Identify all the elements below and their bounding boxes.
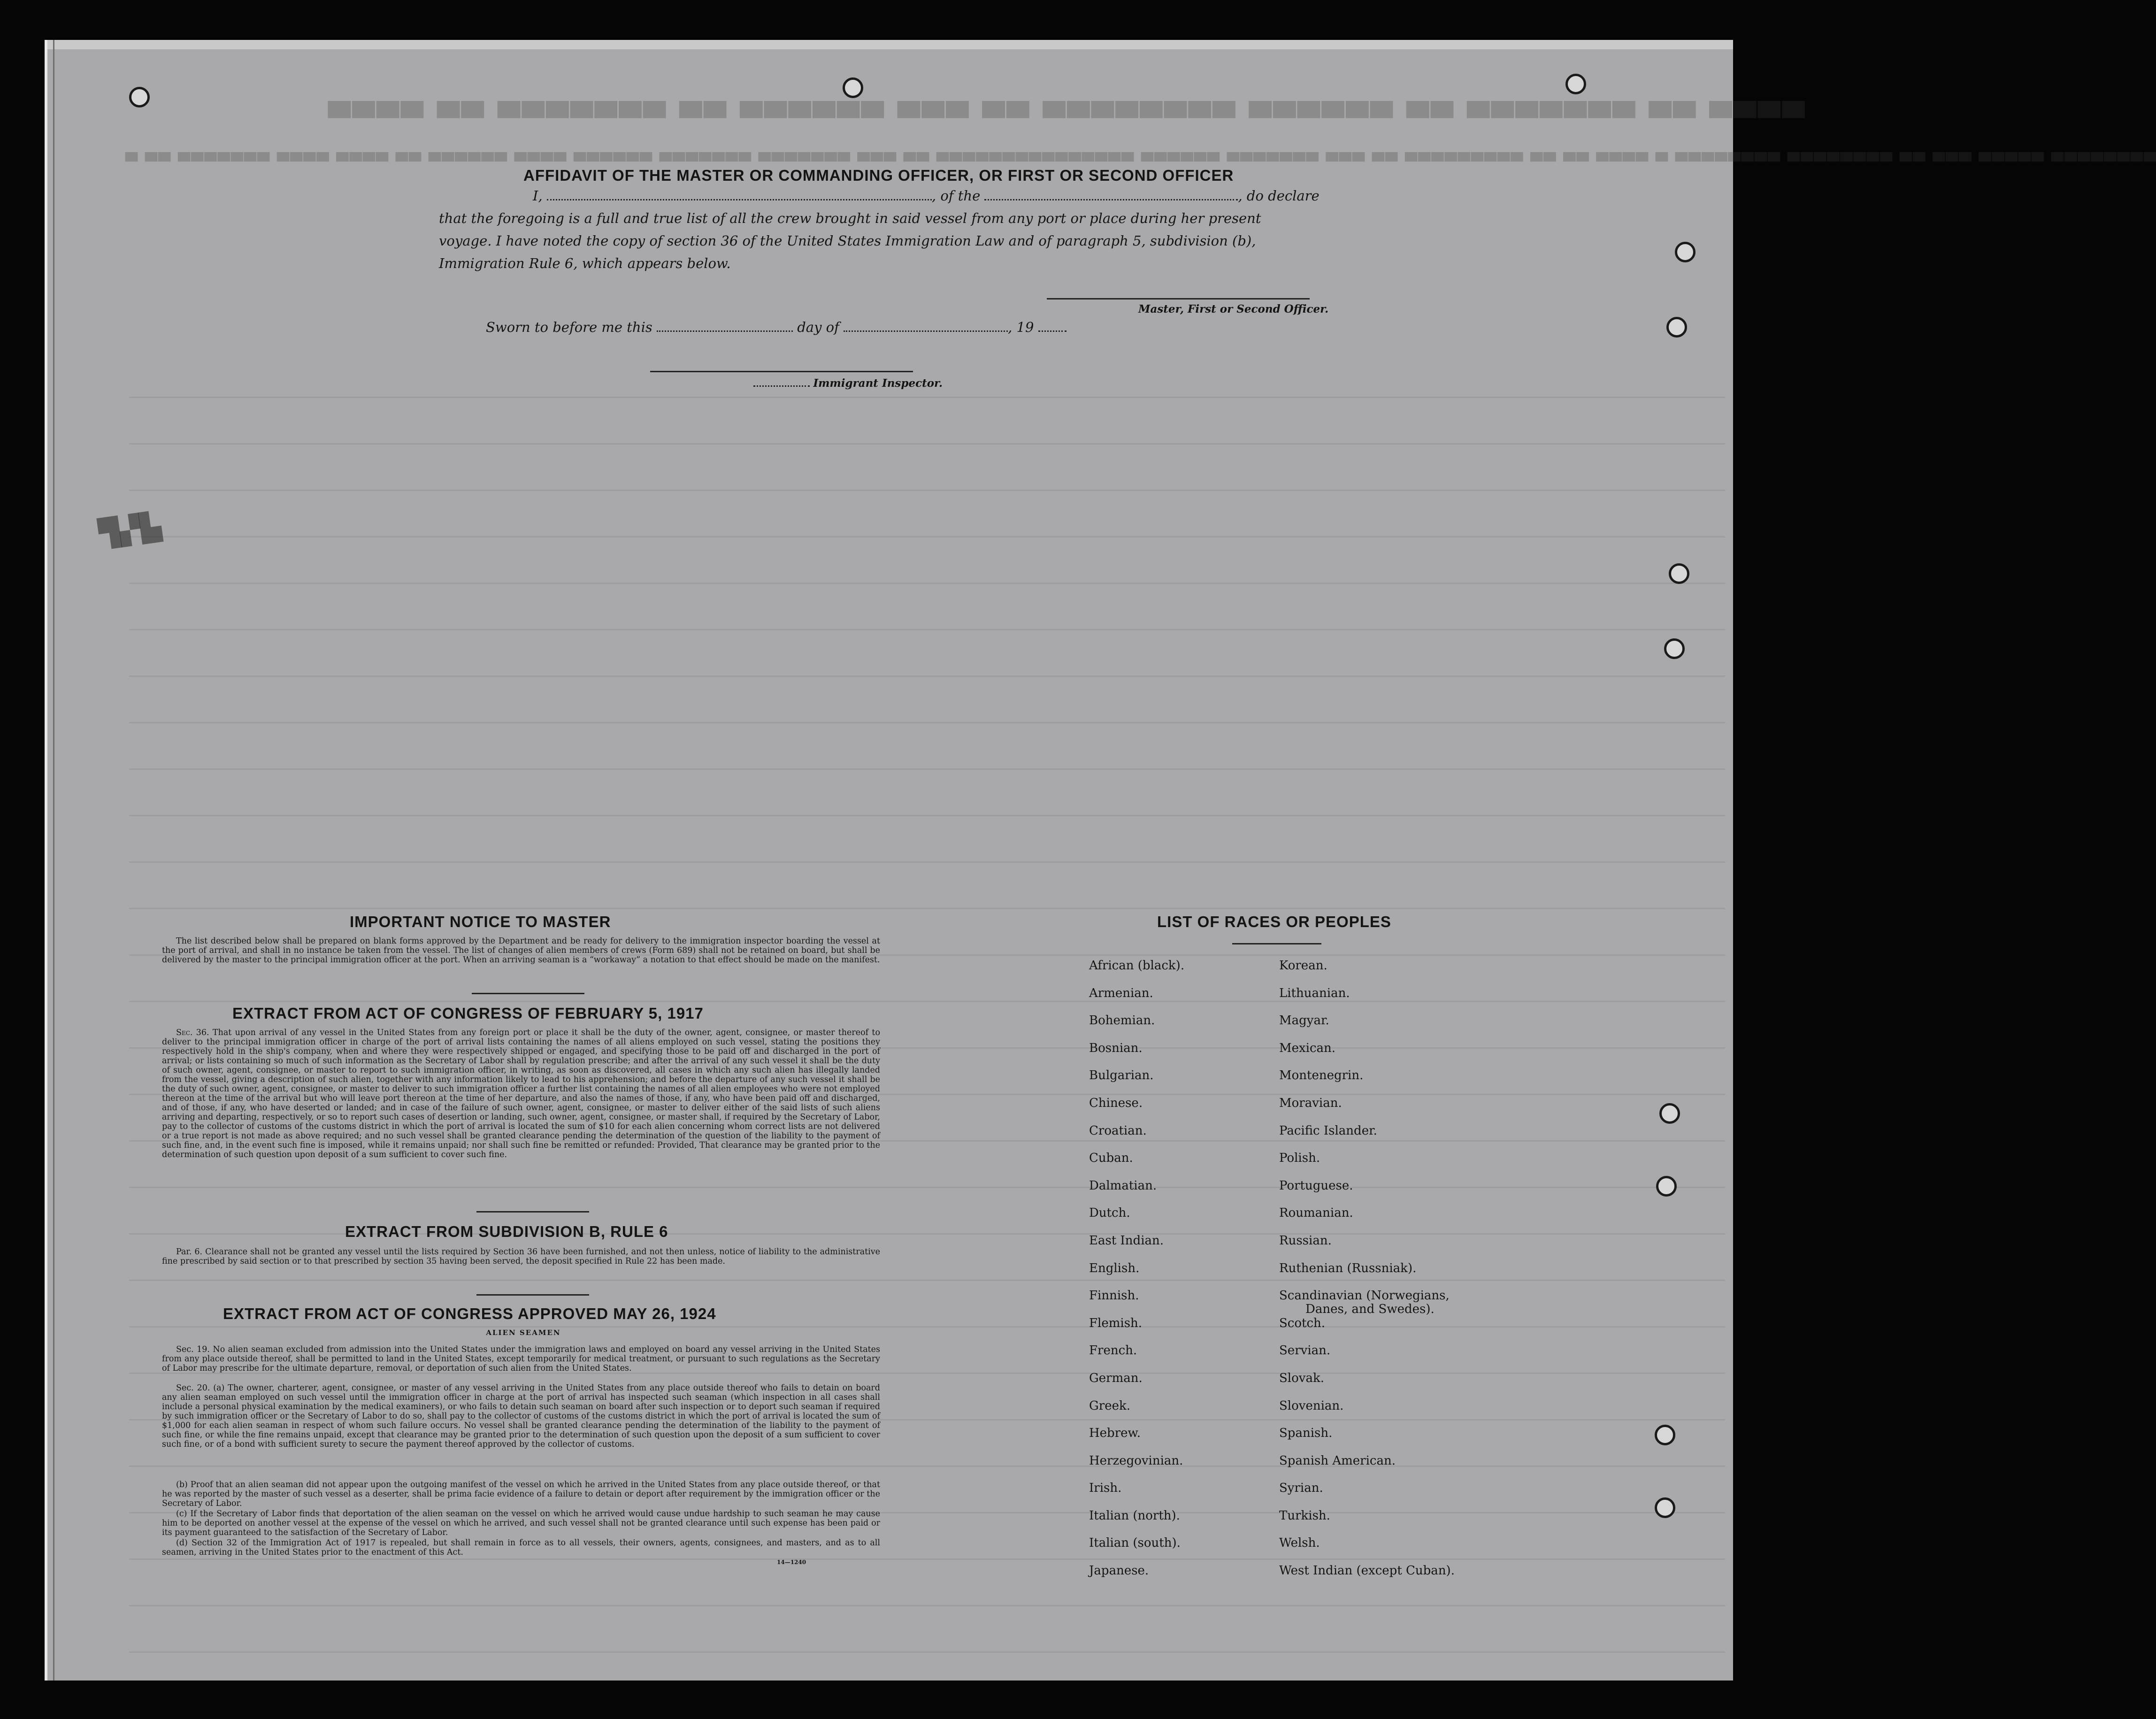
bleed-through-row	[129, 861, 1725, 863]
section-divider	[476, 1294, 589, 1296]
affidavit-line-1	[533, 188, 1320, 204]
race-item: Chinese.	[1089, 1096, 1143, 1110]
race-item: English.	[1089, 1261, 1140, 1275]
act-1917-section-label: Sec. 36.	[176, 1028, 209, 1037]
bleed-through-row	[129, 1466, 1725, 1467]
race-item: Magyar.	[1279, 1013, 1329, 1028]
affidavit-line-3: voyage. I have noted the copy of section 36 of the United States Immigration Law and of paragraph 5, subdivision (b),	[439, 233, 1256, 249]
bleed-through-row	[129, 768, 1725, 770]
punch-hole	[1666, 317, 1687, 338]
affidavit-i-label: I,	[533, 188, 543, 204]
race-item: African (black).	[1089, 959, 1185, 973]
act-1924-sec20c: (c) If the Secretary of Labor finds that deportation of the alien seaman on the vessel on which he arrived would cause undue hardship to such seaman he may cause him to be deported on another vessel at the expense of the vessel on which he arrived, and such vessel shall not be granted clearance until such expense has been paid or its payment guaranteed to the satisfaction of the Secretary of Labor.	[162, 1509, 880, 1537]
race-item: Slovenian.	[1279, 1398, 1344, 1413]
race-item: Russian.	[1279, 1233, 1332, 1248]
punch-hole	[1659, 1103, 1680, 1124]
top-edge	[45, 40, 1733, 49]
bleed-through-row	[129, 1326, 1725, 1328]
race-item: Turkish.	[1279, 1508, 1330, 1523]
bleed-through-subtitle: ▀▀▀▀▀▀▀▀ ▀▀▀▀▀ ▀▀▀ ▀▀ ▀▀▀▀▀▀▀▀ ▀▀▀▀▀▀▀▀ ▀ ▀▀▀▀ ▀▀ ▀▀ ▀▀▀▀▀▀▀▀▀ ▀▀ ▀▀▀ ▀▀▀▀▀▀▀ ▀▀▀▀▀▀ ▀▀▀▀▀▀▀▀▀▀▀▀▀▀▀ ▀▀ ▀▀▀ ▀▀▀▀▀▀▀ ▀▀▀▀▀▀▀ ▀▀▀▀▀▀ ▀▀▀▀ ▀▀▀▀▀▀ ▀▀ ▀▀▀▀ ▀▀▀▀ ▀▀▀▀▀▀▀ ▀▀ ▀	[124, 153, 2156, 171]
races-heading-rule	[1232, 943, 1321, 944]
punch-hole	[1565, 74, 1586, 94]
punch-hole	[1675, 242, 1696, 262]
race-item: Italian (north).	[1089, 1508, 1180, 1523]
act-1917-heading: EXTRACT FROM ACT OF CONGRESS OF FEBRUARY 5, 1917	[232, 1005, 704, 1022]
bleed-through-row	[129, 629, 1725, 630]
race-item: Japanese.	[1089, 1564, 1149, 1578]
master-name-blank	[547, 199, 932, 200]
bleed-through-row	[129, 1280, 1725, 1281]
race-item: Bosnian.	[1089, 1041, 1143, 1055]
race-item: Herzegovinian.	[1089, 1453, 1183, 1468]
race-item: Flemish.	[1089, 1316, 1143, 1330]
race-item: Bulgarian.	[1089, 1068, 1154, 1083]
sworn-month-blank	[844, 330, 1008, 332]
race-item: German.	[1089, 1371, 1143, 1385]
sworn-day-blank	[657, 330, 793, 332]
punch-hole	[129, 87, 150, 107]
race-item: Roumanian.	[1279, 1206, 1353, 1220]
bleed-through-row	[129, 397, 1725, 398]
races-left-column	[1089, 959, 1184, 1591]
form-number: 14—1240	[777, 1559, 806, 1566]
race-item: Greek.	[1089, 1398, 1130, 1413]
bleed-through-row	[129, 1001, 1725, 1002]
inspector-signature-line	[650, 371, 913, 372]
vessel-name-blank	[984, 199, 1238, 200]
bleed-through-row	[129, 815, 1725, 816]
sworn-day-of-label: day of	[797, 319, 839, 335]
race-item: Dutch.	[1089, 1206, 1130, 1220]
punch-hole	[843, 77, 863, 98]
race-item: Spanish American.	[1279, 1453, 1396, 1468]
race-item: Montenegrin.	[1279, 1068, 1364, 1083]
bleed-through-row	[129, 1558, 1725, 1560]
rule6-text: Par. 6. Clearance shall not be granted any vessel until the lists required by Section 36 have been furnished, and not then unless, notice of liability to the administrative fine prescribed by said section or to that prescribed by section 35 having been served, the deposit specified in Rule 22 has been made.	[162, 1247, 880, 1266]
punch-hole	[1656, 1176, 1677, 1197]
bleed-through-row	[129, 1651, 1725, 1653]
race-item: Danes, and Swedes).	[1305, 1302, 1435, 1317]
master-signature-label: Master, First or Second Officer.	[1138, 303, 1329, 315]
master-signature-line	[1047, 298, 1310, 299]
bleed-through-row	[129, 536, 1725, 537]
punch-hole	[1655, 1425, 1675, 1445]
section-divider	[476, 1211, 589, 1213]
bleed-through-row	[129, 583, 1725, 584]
race-item: Irish.	[1089, 1481, 1122, 1496]
race-item: Ruthenian (Russniak).	[1279, 1261, 1417, 1275]
race-item: Slovak.	[1279, 1371, 1324, 1385]
act-1924-sec19: Sec. 19. No alien seaman excluded from admission into the United States under the immigration laws and employed on board any vessel arriving in the United States from any place outside thereof, shall be permitted to land in the United States, except temporarily for medical treatment, or pursuant to such regulations as the Secretary of Labor may prescribe for the ultimate departure, removal, or deportation of such alien from the United States.	[162, 1345, 880, 1373]
race-item: Moravian.	[1279, 1096, 1342, 1110]
race-item: Spanish.	[1279, 1426, 1333, 1441]
race-item: Bohemian.	[1089, 1013, 1155, 1028]
act-1924-sec20a: Sec. 20. (a) The owner, charterer, agent, consignee, or master of any vessel arriving in the United States from any place outside thereof who fails to detain on board any alien seaman employed on such vessel until the immigration officer in charge at the port of arrival has inspected such seaman (which inspection in all cases shall include a personal physical examination by the medical examiners), or who fails to detain such seaman on board after such inspection or to deport such seaman if required by such immigration officer or the Secretary of Labor to do so, shall pay to the collector of customs of the customs district in which the port of arrival is located the sum of $1,000 for each alien seaman in respect of whom such failure occurs. No vessel shall be granted clearance pending the determination of the liability to the payment of such fine, or while the fine remains unpaid, except that clearance may be granted prior to the determination of such question upon the deposit of a sum sufficient to cover such fine, or of a bond with sufficient surety to secure the payment thereof approved by the collector of customs.	[162, 1383, 880, 1449]
act-1924-sec20d: (d) Section 32 of the Immigration Act of 1917 is repealed, but shall remain in force as to all vessels, their owners, agents, consignees, and masters, and as to all seamen, arriving in the United States prior to the enactment of this Act.	[162, 1538, 880, 1557]
race-item: Welsh.	[1279, 1536, 1320, 1550]
bleed-through-title: ▀▀▀▀ ▀▀ ▀▀▀▀▀▀▀ ▀▀ ▀▀▀▀▀▀ ▀▀▀▀▀▀▀▀ ▀▀ ▀▀▀ ▀▀▀▀▀▀ ▀▀ ▀▀▀▀▀▀▀ ▀▀ ▀▀▀▀	[326, 101, 1805, 135]
race-item: Mexican.	[1279, 1041, 1336, 1055]
bleed-through-row	[129, 490, 1725, 491]
affidavit-declare-label: , do declare	[1238, 188, 1320, 204]
section-divider	[472, 993, 584, 994]
race-item: Korean.	[1279, 959, 1327, 973]
race-item: Scotch.	[1279, 1316, 1326, 1330]
affidavit-line-4: Immigration Rule 6, which appears below.	[439, 255, 731, 271]
inspector-line	[753, 377, 943, 390]
punch-hole	[1664, 638, 1685, 659]
bleed-through-row	[129, 675, 1725, 677]
race-item: Croatian.	[1089, 1123, 1147, 1138]
race-item: Italian (south).	[1089, 1536, 1181, 1550]
race-item: East Indian.	[1089, 1233, 1164, 1248]
race-item: Finnish.	[1089, 1289, 1139, 1303]
bleed-through-row	[129, 1187, 1725, 1188]
alien-seamen-subheading: ALIEN SEAMEN	[486, 1328, 561, 1337]
race-item: Polish.	[1279, 1151, 1320, 1166]
inspector-label: Immigrant Inspector.	[813, 377, 943, 390]
race-item: Lithuanian.	[1279, 986, 1350, 1000]
race-item: Hebrew.	[1089, 1426, 1141, 1441]
races-heading: LIST OF RACES OR PEOPLES	[1157, 913, 1391, 930]
punch-hole	[1655, 1497, 1675, 1518]
left-edge	[45, 40, 47, 1681]
race-item: West Indian (except Cuban).	[1279, 1564, 1455, 1578]
punch-hole	[1669, 563, 1689, 584]
race-item: Armenian.	[1089, 986, 1153, 1000]
race-item: Dalmatian.	[1089, 1178, 1157, 1193]
bleed-through-row	[129, 908, 1725, 909]
race-item: Scandinavian (Norwegians,	[1279, 1289, 1450, 1303]
notice-heading: IMPORTANT NOTICE TO MASTER	[350, 913, 611, 930]
race-item: Servian.	[1279, 1343, 1331, 1358]
races-right-column	[1279, 959, 1455, 1591]
ink-stamp-mark: ▟▚▛	[96, 510, 163, 550]
affidavit-line-2: that the foregoing is a full and true list of all the crew brought in said vessel from any port or place during her present	[439, 210, 1261, 226]
race-item: Syrian.	[1279, 1481, 1323, 1496]
left-edge-shadow	[53, 40, 54, 1681]
race-item: French.	[1089, 1343, 1137, 1358]
inspector-blank	[753, 385, 810, 387]
race-item: Pacific Islander.	[1279, 1123, 1377, 1138]
bleed-through-row	[129, 1605, 1725, 1606]
act-1924-heading: EXTRACT FROM ACT OF CONGRESS APPROVED MAY 26, 1924	[223, 1305, 716, 1322]
notice-text: The list described below shall be prepared on blank forms approved by the Department and be ready for delivery to the immigration inspector boarding the vessel at the port of arrival, and shall in no instance be taken from the vessel. The list of changes of alien members of crews (Form 689) shall not be retained on board, but shall be delivered by the master to the principal immigration officer at the port. When an arriving seaman is a “workaway” a notation to that effect should be made on the manifest.	[162, 936, 880, 965]
act-1917-body: That upon arrival of any vessel in the United States from any foreign port or place it shall be the duty of the owner, agent, consignee, or master thereof to deliver to the principal immigration officer in charge of the port of arrival lists containing the names of all aliens employed on such vessel, stating the positions they respectively hold in the ship's company, when and where they were respectively shipped or engaged, and specifying those to be paid off and discharged in the port of arrival; or lists containing so much of such information as the Secretary of Labor shall by regulation prescribe; and after the arrival of any such vessel it shall be the duty of such owner, agent, consignee, or master to report to such immigration officer, in writing, as soon as discovered, all cases in which any such alien has illegally landed from the vessel, giving a description of such alien, together with any information likely to lead to his apprehension; and before the departure of any such vessel it shall be the duty of such owner, agent, consignee, or master to deliver to such immigration officer a further list containing the names of all alien employees who were not employed thereon at the time of the arrival but who will leave port thereon at the time of her departure, and also the names of those, if any, who have been paid off and discharged, and of those, if any, who have deserted or landed; and in case of the failure of such owner, agent, consignee, or master to deliver either of the said lists of such aliens arriving and departing, respectively, or so to report such cases of desertion or landing, such owner, agent, consignee, or master shall, if required by the Secretary of Labor, pay to the collector of customs of the customs district in which the port of arrival is located the sum of $10 for each alien concerning whom correct lists are not delivered or a true report is not made as above required; and no such vessel shall be granted clearance pending the determination of the question of the liability to the payment of such fine, and, in the event such fine is imposed, while it remains unpaid; nor shall such fine be remitted or refunded: Provided, That clearance may be granted prior to the determination of such question upon deposit of a sum sufficient to cover such fine.	[162, 1028, 880, 1159]
act-1924-sec20b: (b) Proof that an alien seaman did not appear upon the outgoing manifest of the vessel on which he arrived in the United States from any place outside thereof, or that he was reported by the master of such vessel as a deserter, shall be prima facie evidence of a failure to detain or deport after requirement by the immigration officer or the Secretary of Labor.	[162, 1480, 880, 1508]
sworn-line	[486, 319, 1066, 335]
affidavit-of-the-label: , of the	[931, 188, 981, 204]
rule6-heading: EXTRACT FROM SUBDIVISION B, RULE 6	[345, 1223, 668, 1240]
manifest-page	[45, 40, 2156, 1681]
sworn-year-label: , 19	[1008, 319, 1034, 335]
bleed-through-row	[129, 443, 1725, 445]
race-item: Portuguese.	[1279, 1178, 1353, 1193]
race-item: Cuban.	[1089, 1151, 1133, 1166]
sworn-year-blank	[1038, 330, 1066, 332]
sworn-label: Sworn to before me this	[486, 319, 652, 335]
affidavit-title: AFFIDAVIT OF THE MASTER OR COMMANDING OFFICER, OR FIRST OR SECOND OFFICER	[523, 167, 1234, 184]
act-1917-text	[162, 1028, 880, 1159]
bleed-through-row	[129, 722, 1725, 723]
